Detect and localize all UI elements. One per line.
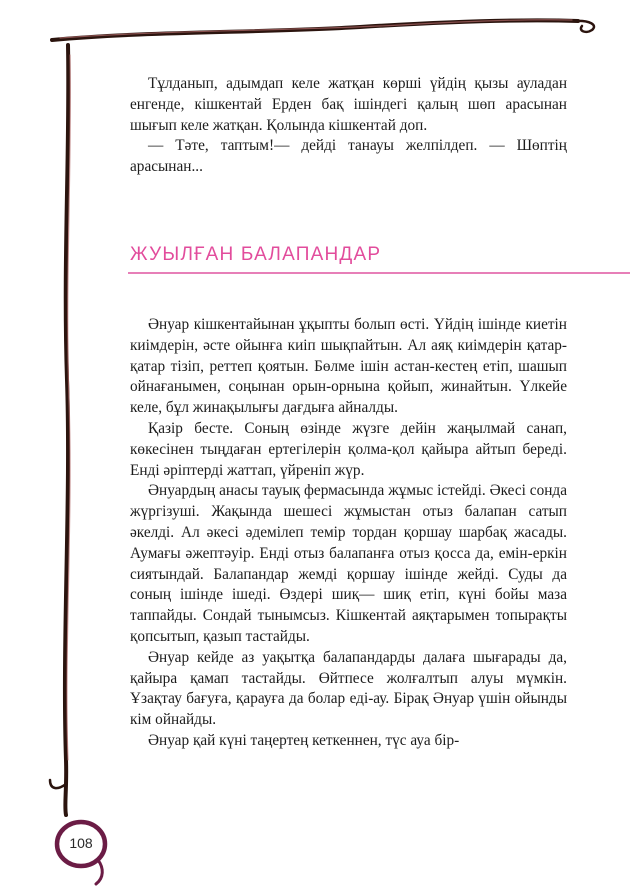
left-brush-stroke-highlight [67,55,70,760]
story-paragraph: Қазір бесте. Соның өзінде жүзге дейін жаңылмай санап, көкесінен тыңдаған ертегілерін қолма-қол қайыра айтып береді. Енді әріптерді жаттап, үйреніп жүр. [130,419,567,479]
story-paragraph: Әнуардың анасы тауық фермасында жұмыс істейді. Әкесі сонда жүргізуші. Жақында шешесі жұмыстан отыз балапан сатып әкелді. Ал әкесі әдемілеп темір тордан қоршау шарбақ жасады. Аумағы әжептәуір. Енді отыз балапанға отыз қосса да, емін-еркін сиятындай. Балапандар жемді қоршау ішінде жейді. Суды да соның ішінде ішеді. Өздері шиқ— шиқ етіп, күні бойы маза таппайды. Сондай тынымсыз. Кішкентай аяқтарымен топырақты қопсытып, қазып тастайды. [130,482,567,645]
left-brush-hook [50,780,66,788]
section-title-underline [128,272,630,274]
story-text [130,315,567,752]
top-brush-stroke-highlight [60,20,572,38]
page-number-circle-tail [96,860,102,884]
intro-paragraph: Тұлданып, адымдап келе жатқан көрші үйдің қызы ауладан енгенде, кішкентай Ерден бақ ішіндегі қалың шөп арасынан шығып келе жатқан. Қолында кішкентай доп. [130,75,567,134]
story-paragraph: Әнуар қай күні таңертең кеткеннен, түс ауа бір- [148,731,460,749]
page-number: 108 [69,835,93,851]
left-brush-stroke [65,45,68,815]
story-paragraph: Әнуар кішкентайынан ұқыпты болып өсті. Үйдің ішінде киетін киімдерін, әсте ойынға киіп шықпайтын. Ал аяқ киімдерін қатар-қатар тізіп, реттеп қоятын. Бөлме ішін астан-кестең етіп, шашып ойнағанымен, соңынан орын-орнына қойып, жинайтын. Үлкейе келе, бұл жинақылығы дағдыға айналды. [130,316,567,417]
intro-paragraph: — Тәте, таптым!— дейді танауы желпілдеп. — Шөптің арасынан... [130,137,567,176]
top-brush-flourish [574,21,594,32]
story-paragraph: Әнуар кейде аз уақытқа балапандарды далаға шығарады да, қайыра қамап тастайды. Өйтпесе жолғалтып алуы мүмкін. Ұзақтау бағуға, қарауға да болар еді-ау. Бірақ Әнуар үшін ойынды кім ойнайды. [130,648,567,729]
intro-text [130,74,567,178]
top-brush-stroke [52,20,578,40]
section-title: ЖУЫЛҒАН БАЛАПАНДАР [130,244,382,265]
